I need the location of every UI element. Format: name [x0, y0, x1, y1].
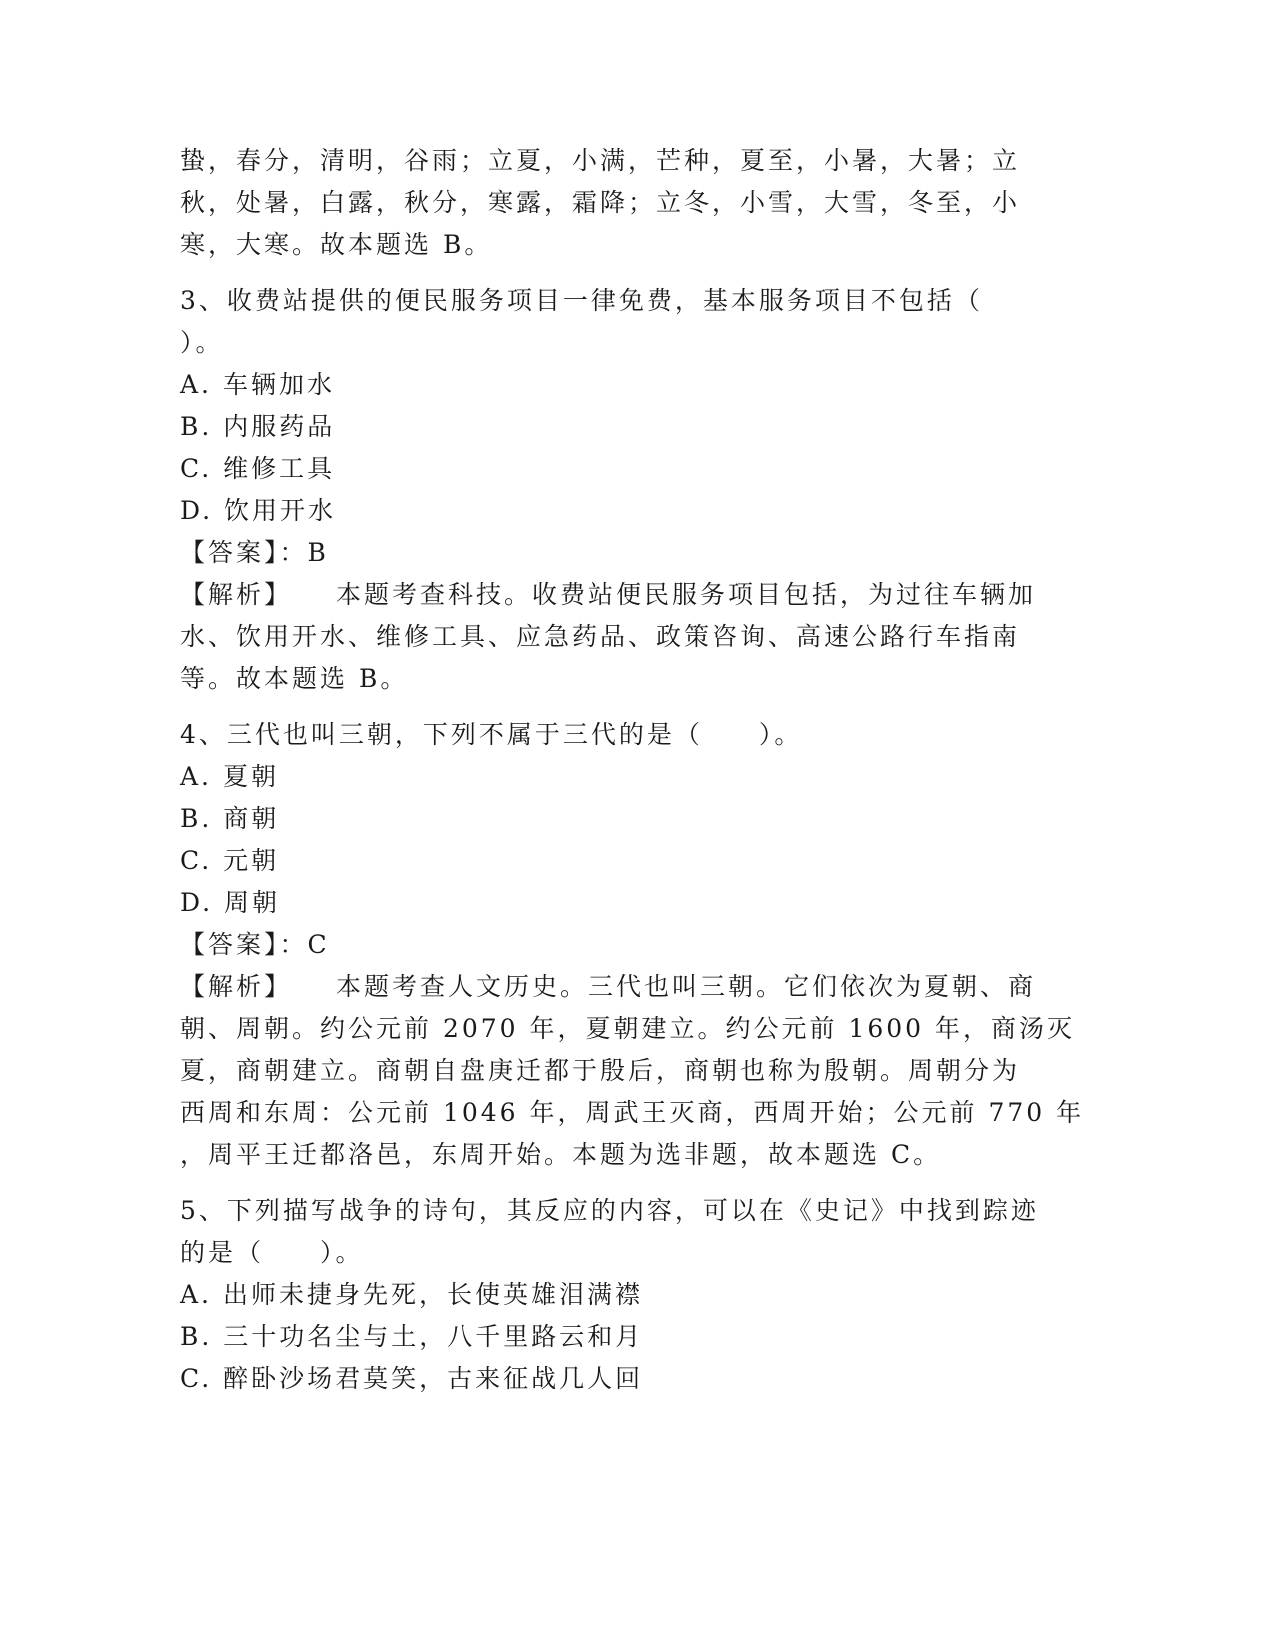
- question-4: [180, 714, 1085, 1176]
- question-stem: 5、下列描写战争的诗句，其反应的内容，可以在《史记》中找到踪迹: [180, 1196, 1039, 1225]
- analysis-label: 【解析】: [180, 972, 293, 1001]
- analysis-line: [180, 574, 1060, 616]
- option-d: D. 饮用开水: [180, 496, 337, 525]
- option-c: C. 醉卧沙场君莫笑，古来征战几人回: [180, 1364, 644, 1393]
- option-a: A. 车辆加水: [180, 370, 335, 399]
- intro-line: 寒，大寒。故本题选 B。: [180, 230, 493, 259]
- intro-line: 秋，处暑，白露，秋分，寒露，霜降；立冬，小雪，大雪，冬至，小: [180, 188, 1021, 217]
- option-b: B. 内服药品: [180, 412, 336, 441]
- answer-line: 【答案】：B: [180, 538, 329, 567]
- option-b: B. 商朝: [180, 804, 280, 833]
- analysis-label: 【解析】: [180, 580, 293, 609]
- analysis-line: [180, 966, 1060, 1008]
- analysis-line: 水、饮用开水、维修工具、应急药品、政策咨询、高速公路行车指南: [180, 622, 1021, 651]
- intro-paragraph: [180, 140, 1060, 266]
- intro-line: 蛰，春分，清明，谷雨；立夏，小满，芒种，夏至，小暑，大暑；立: [180, 146, 1021, 175]
- analysis-line: 西周和东周：公元前 1046 年，周武王灭商，西周开始；公元前 770 年: [180, 1098, 1085, 1127]
- option-c: C. 元朝: [180, 846, 280, 875]
- question-3: [180, 280, 1060, 700]
- analysis-text: 本题考查科技。收费站便民服务项目包括，为过往车辆加: [336, 580, 1037, 609]
- analysis-line: 夏，商朝建立。商朝自盘庚迁都于殷后，商朝也称为殷朝。周朝分为: [180, 1056, 1021, 1085]
- question-stem: 的是（ ）。: [180, 1238, 364, 1267]
- option-c: C. 维修工具: [180, 454, 336, 483]
- analysis-line: 等。故本题选 B。: [180, 664, 409, 693]
- option-a: A. 出师未捷身先死，长使英雄泪满襟: [180, 1280, 643, 1309]
- analysis-text: 本题考查人文历史。三代也叫三朝。它们依次为夏朝、商: [336, 972, 1037, 1001]
- answer-line: 【答案】：C: [180, 930, 330, 959]
- question-stem: 3、收费站提供的便民服务项目一律免费，基本服务项目不包括（: [180, 286, 983, 315]
- option-b: B. 三十功名尘与土，八千里路云和月: [180, 1322, 644, 1351]
- question-5: [180, 1190, 1060, 1400]
- question-stem: ）。: [180, 328, 224, 357]
- question-stem: 4、三代也叫三朝，下列不属于三代的是（ ）。: [180, 720, 803, 749]
- option-d: D. 周朝: [180, 888, 281, 917]
- option-a: A. 夏朝: [180, 762, 279, 791]
- analysis-line: 朝、周朝。约公元前 2070 年，夏朝建立。约公元前 1600 年，商汤灭: [180, 1014, 1076, 1043]
- document-page: [180, 140, 1085, 1400]
- analysis-line: ，周平王迁都洛邑，东周开始。本题为选非题，故本题选 C。: [180, 1140, 942, 1169]
